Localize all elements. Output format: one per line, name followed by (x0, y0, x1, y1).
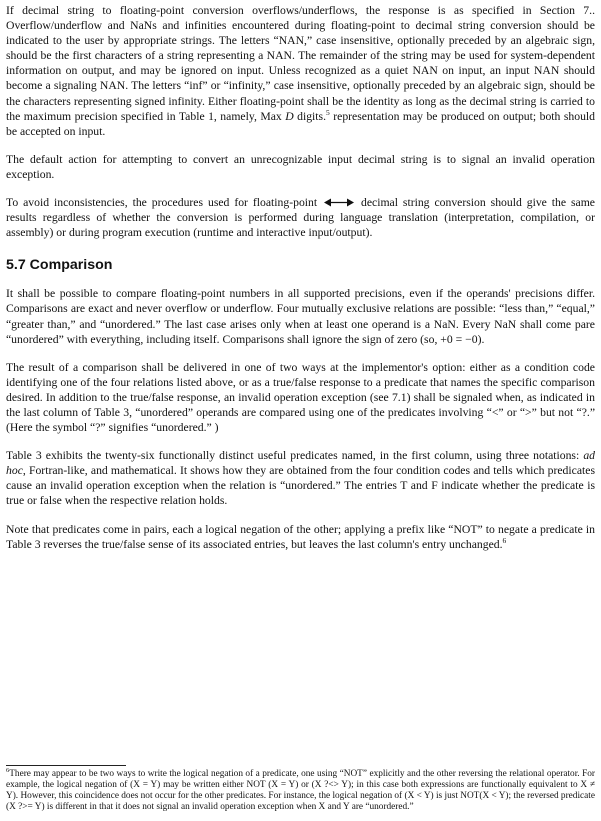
paragraph-conversion-overflow: If decimal string to floating-point conversion overflows/underflows, the response is as specified in Section 7.. Overflow/underflow and NaNs and infinities encountered during floating-point to decimal string conversion should be indicated to the user by appropriate strings. The letters “NAN,” case insensitive, optionally preceded by an algebraic sign, should be the first characters of a string representing a NAN. The remainder of the string may be used for system-dependent information on output, and may be ignored on input. Unless recognized as a quiet NAN on input, an input NAN should become a signaling NAN. The letters “inf” or “infinity,” case insensitive, optionally preceded by an algebraic sign, should be the characters representing signed infinity. Either floating-point shall be the identity as long as the decimal string is carried to the maximum precision specified in Table 1, namely, Max D digits.$^5$ representation may be produced on output; both should be accepted on input. (6, 4, 596, 138)
footnote-ref-6: 6 (502, 535, 507, 545)
footnote-ref-5: 5 (326, 107, 330, 117)
paragraph-inconsistencies: To avoid inconsistencies, the procedures used for floating-point decimal string conversion should give the same results regardless of whether the conversion is performed during language translation (interpretation, compilation, or assembly) or during program execution (runtime and interactive input/output). (6, 196, 595, 240)
footnote-6: $^6$There may appear to be two ways to write the logical negation of a predicate, one using “NOT” explicitly and the other reversing the relational operator. For example, the logical negation of (X = Y) may be written either NOT (X = Y) or (X ?<> Y); in this case both expressions are functionally equivalent to X ≠ Y). However, this coincidence does not occur for the other predicates. For instance, the logical negation of (X < Y) is just NOT(X < Y); the reversed predicate (X ?>= Y) is different in that it does not signal an invalid operation exception when X and Y are “unordered.” (6, 767, 595, 813)
section-heading: 5.7 Comparison (6, 257, 113, 274)
double-arrow-icon (324, 198, 354, 207)
paragraph-table3: Table 3 exhibits the twenty-six functionally distinct useful predicates named, in the first column, using three notations: ad hoc, Fortran-like, and mathematical. It shows how they are obtained from the four condition codes and tells which predicates cause an invalid operation exception when the relation is “unordered.” The entries T and F indicate whether the predicate is true or false when the respective relation holds. (6, 449, 595, 508)
document-page (6, 3, 595, 552)
paragraph-comparison-result: The result of a comparison shall be delivered in one of two ways at the implementor's option: either as a condition code identifying one of the four relations listed above, or as a true/false response to a predicate that names the specific comparison desired. In addition to the true/false response, an invalid operation exception (see 7.1) shall be signaled when, as indicated in the last column of Table 3, “unordered” operands are compared using one of the predicates involving “<” or “>” but not “?.” (Here the symbol “?” signifies “unordered.” ) (6, 360, 595, 435)
ad-hoc-term: ad hoc (6, 449, 595, 478)
paragraph-comparison-intro: It shall be possible to compare floating-point numbers in all supported precisions, even if the operands' precisions differ. Comparisons are exact and never overflow or underflow. Four mutually exclusive relations are possible: “less than,” “equal,” “greater than,” and “unordered.” The last case arises only when at least one operand is a NaN. Every NaN shall come pare “unordered” with everything, including itself. Comparisons shall ignore the sign of zero (so, +0 = −0). (6, 287, 595, 346)
footnote-marker: 6 (6, 767, 10, 774)
paragraph-predicate-pairs: Note that predicates come in pairs, each a logical negation of the other; applying a prefix like “NOT” to negate a predicate in Table 3 reverses the true/false sense of its associated entries, but leaves the last column's entry unchanged.$^6$ (6, 522, 595, 551)
footnote-divider (6, 765, 126, 766)
paragraph-default-action: The default action for attempting to convert an unrecognizable input decimal string is to signal an invalid operation exception. (6, 152, 595, 181)
max-d-variable: D (285, 109, 294, 123)
